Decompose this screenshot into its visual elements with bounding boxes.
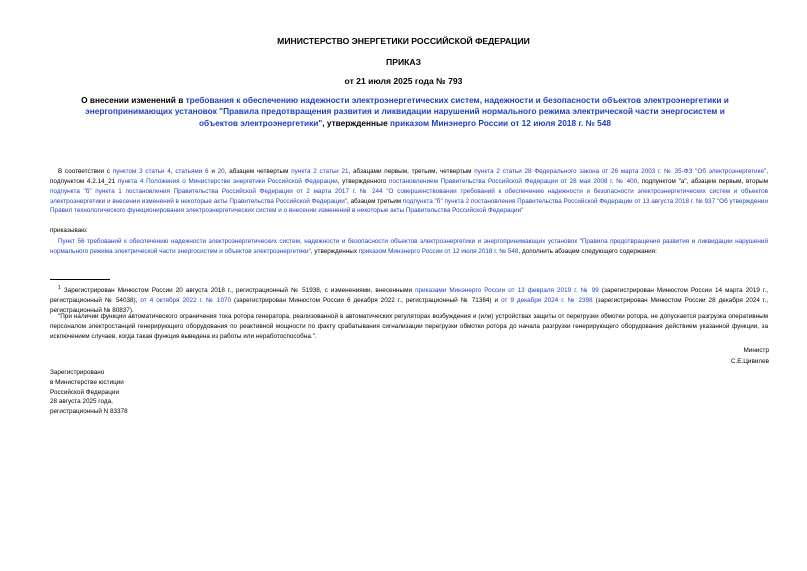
ministry-heading: МИНИСТЕРСТВО ЭНЕРГЕТИКИ РОССИЙСКОЙ ФЕДЕРАЦИИ bbox=[277, 36, 530, 46]
quoted-paragraph: "При наличии функции автоматического ограничения тока ротора генератора, реализованной в автоматических регуляторах возбуждения и (или) устройствах защиты от перегрузки обмотки ротора, не допускается разгрузка оперативным персоналом электростанций генерирующего оборудования по реактивной мощности по факту срабатывания сигнализации перегрузки обмотки ротора до начала разгрузки генерирующего оборудования действием указанной функции, за исключением случаев, когда такая функция выведена из работы или неработоспособна.". bbox=[50, 313, 768, 340]
document-type: ПРИКАЗ bbox=[386, 57, 421, 67]
document-date-number: от 21 июля 2025 года № 793 bbox=[344, 76, 463, 86]
footnote-paragraph: $^1$ Зарегистрирован Минюстом России 20 августа 2018 г., регистрационный № 51938, с изменениями, внесенными приказами Минэнерго России от 13 февраля 2019 г. № 99 (зарегистрирован Минюстом России 14 марта 2019 г., регистрационный № 54038), от 4 октября 2022 г. № 1070 (зарегистрирован Минюстом России 6 декабря 2022 г., регистрационный № 71384) и от 9 декабря 2024 г. № 2398 (зарегистрирован Минюстом России 28 декабря 2024 г., регистрационный № 80837). bbox=[50, 285, 769, 314]
preamble-link[interactable]: подпункта "б" пункта 2 постановления Правительства Российской Федерации от 13 августа 2018 г. № 937 "Об утверждении Правил технологического функционирования электроэнергетических систем и о внесении изменений в некоторые акты Правительства Российской Федерации" bbox=[50, 197, 768, 215]
item-paragraph: Пункт 56 требований к обеспечению надежности электроэнергетических систем, надежности и безопасности объектов электроэнергетики и энергопринимающих установок "Правила предотвращения развития и ликвидации нарушений нормального режима электрической части энергосистем и объектов электроэнергетики", утвержденных приказом Минэнерго России от 12 июля 2018 г. № 548, дополнить абзацем следующего содержания: bbox=[50, 238, 768, 255]
item-link-requirements[interactable]: Пункт 56 требований к обеспечению надежности электроэнергетических систем, надежности и безопасности объектов электроэнергетики и энергопринимающих установок "Правила предотвращения развития и ликвидации нарушений нормального режима электрической части энергосистем и объектов электроэнергетики" bbox=[50, 238, 768, 255]
footnote-link[interactable]: от 9 декабря 2024 г. № 2398 bbox=[501, 296, 593, 304]
preamble-link[interactable]: подпункта "б" пункта 1 постановления Правительства Российской Федерации от 2 марта 2017 г. № 244 "О совершенствовании требований к обеспечению надежности и безопасности электроэнергетических систем и объектов электроэнергетики и внесении изменений в некоторые акты Правительства Российской Федерации" bbox=[50, 187, 768, 205]
registration-line: 28 августа 2025 года, bbox=[50, 398, 113, 406]
registration-line: Российской Федерации bbox=[50, 388, 119, 396]
preamble-link[interactable]: пункта 2 статьи 28 Федерального закона от 26 марта 2003 г. № 35-ФЗ "Об электроэнергетике" bbox=[474, 168, 767, 175]
footnote-mark: 1 bbox=[58, 285, 61, 291]
registration-line: Зарегистрировано bbox=[50, 369, 105, 376]
preamble-link[interactable]: пункта 2 статьи 21 bbox=[291, 168, 349, 175]
registration-line: в Министерстве юстиции bbox=[50, 378, 124, 386]
preamble-link[interactable]: статьями 6 bbox=[175, 168, 209, 175]
footnote-divider bbox=[50, 279, 110, 280]
registration-block bbox=[50, 368, 128, 417]
preamble-link[interactable]: пункта 4 Положения о Министерстве энергетики Российской Федерации bbox=[117, 177, 338, 185]
title-link-order[interactable]: приказом Минэнерго России от 12 июля 2018 г. № 548 bbox=[390, 117, 612, 128]
preamble-link[interactable]: постановлением Правительства Российской Федерации от 28 мая 2008 г. № 400 bbox=[389, 177, 638, 185]
footnote-link[interactable]: от 4 октября 2022 г. № 1070 bbox=[140, 296, 232, 304]
item-link-order[interactable]: приказом Минэнерго России от 12 июля 2018 г. № 548 bbox=[358, 247, 519, 255]
signature-name: С.Е.Цивилев bbox=[730, 358, 769, 365]
footnote-link[interactable]: приказами Минэнерго России от 13 февраля 2019 г. № 99 bbox=[415, 287, 599, 295]
order-word: приказываю: bbox=[50, 227, 88, 234]
signature-position: Министр bbox=[743, 347, 769, 354]
document-title: О внесении изменений в требования к обеспечению надежности электроэнергетических систем, надежности и безопасности объектов электроэнергетики и энергопринимающих установок "Правила предотвращения развития и ликвидации нарушений нормального режима электрической части энергосистем и объектов электроэнергетики", утвержденные приказом Минэнерго России от 12 июля 2018 г. № 548 bbox=[81, 95, 729, 128]
preamble-paragraph: В соответствии с пунктом 3 статьи 4, статьями 6 и 20, абзацем четвертым пункта 2 статьи 21, абзацами первым, третьим, четвертым пункта 2 статьи 28 Федерального закона от 26 марта 2003 г. № 35-ФЗ "Об электроэнергетике", подпунктом 4.2.14_21 пункта 4 Положения о Министерстве энергетики Российской Федерации, утвержденного постановлением Правительства Российской Федерации от 28 мая 2008 г. № 400, подпунктом "а", абзацем первым, вторым подпункта "б" пункта 1 постановления Правительства Российской Федерации от 2 марта 2017 г. № 244 "О совершенствовании требований к обеспечению надежности и безопасности электроэнергетических систем и объектов электроэнергетики и внесении изменений в некоторые акты Правительства Российской Федерации", абзацем третьим подпункта "б" пункта 2 постановления Правительства Российской Федерации от 13 августа 2018 г. № 937 "Об утверждении Правил технологического функционирования электроэнергетических систем и о внесении изменений в некоторые акты Правительства Российской Федерации" bbox=[50, 168, 769, 215]
preamble-link[interactable]: 20 bbox=[217, 168, 225, 175]
registration-line: регистрационный N 83378 bbox=[50, 408, 128, 416]
title-link-requirements[interactable]: требования к обеспечению надежности электроэнергетических систем, надежности и безопасности объектов электроэнергетики и энергопринимающих установок "Правила предотвращения развития и ликвидации нарушений нормального режима электрической части энергосистем и объектов электроэнергетики" bbox=[85, 95, 729, 128]
preamble-link[interactable]: пунктом 3 статьи 4 bbox=[112, 168, 171, 175]
